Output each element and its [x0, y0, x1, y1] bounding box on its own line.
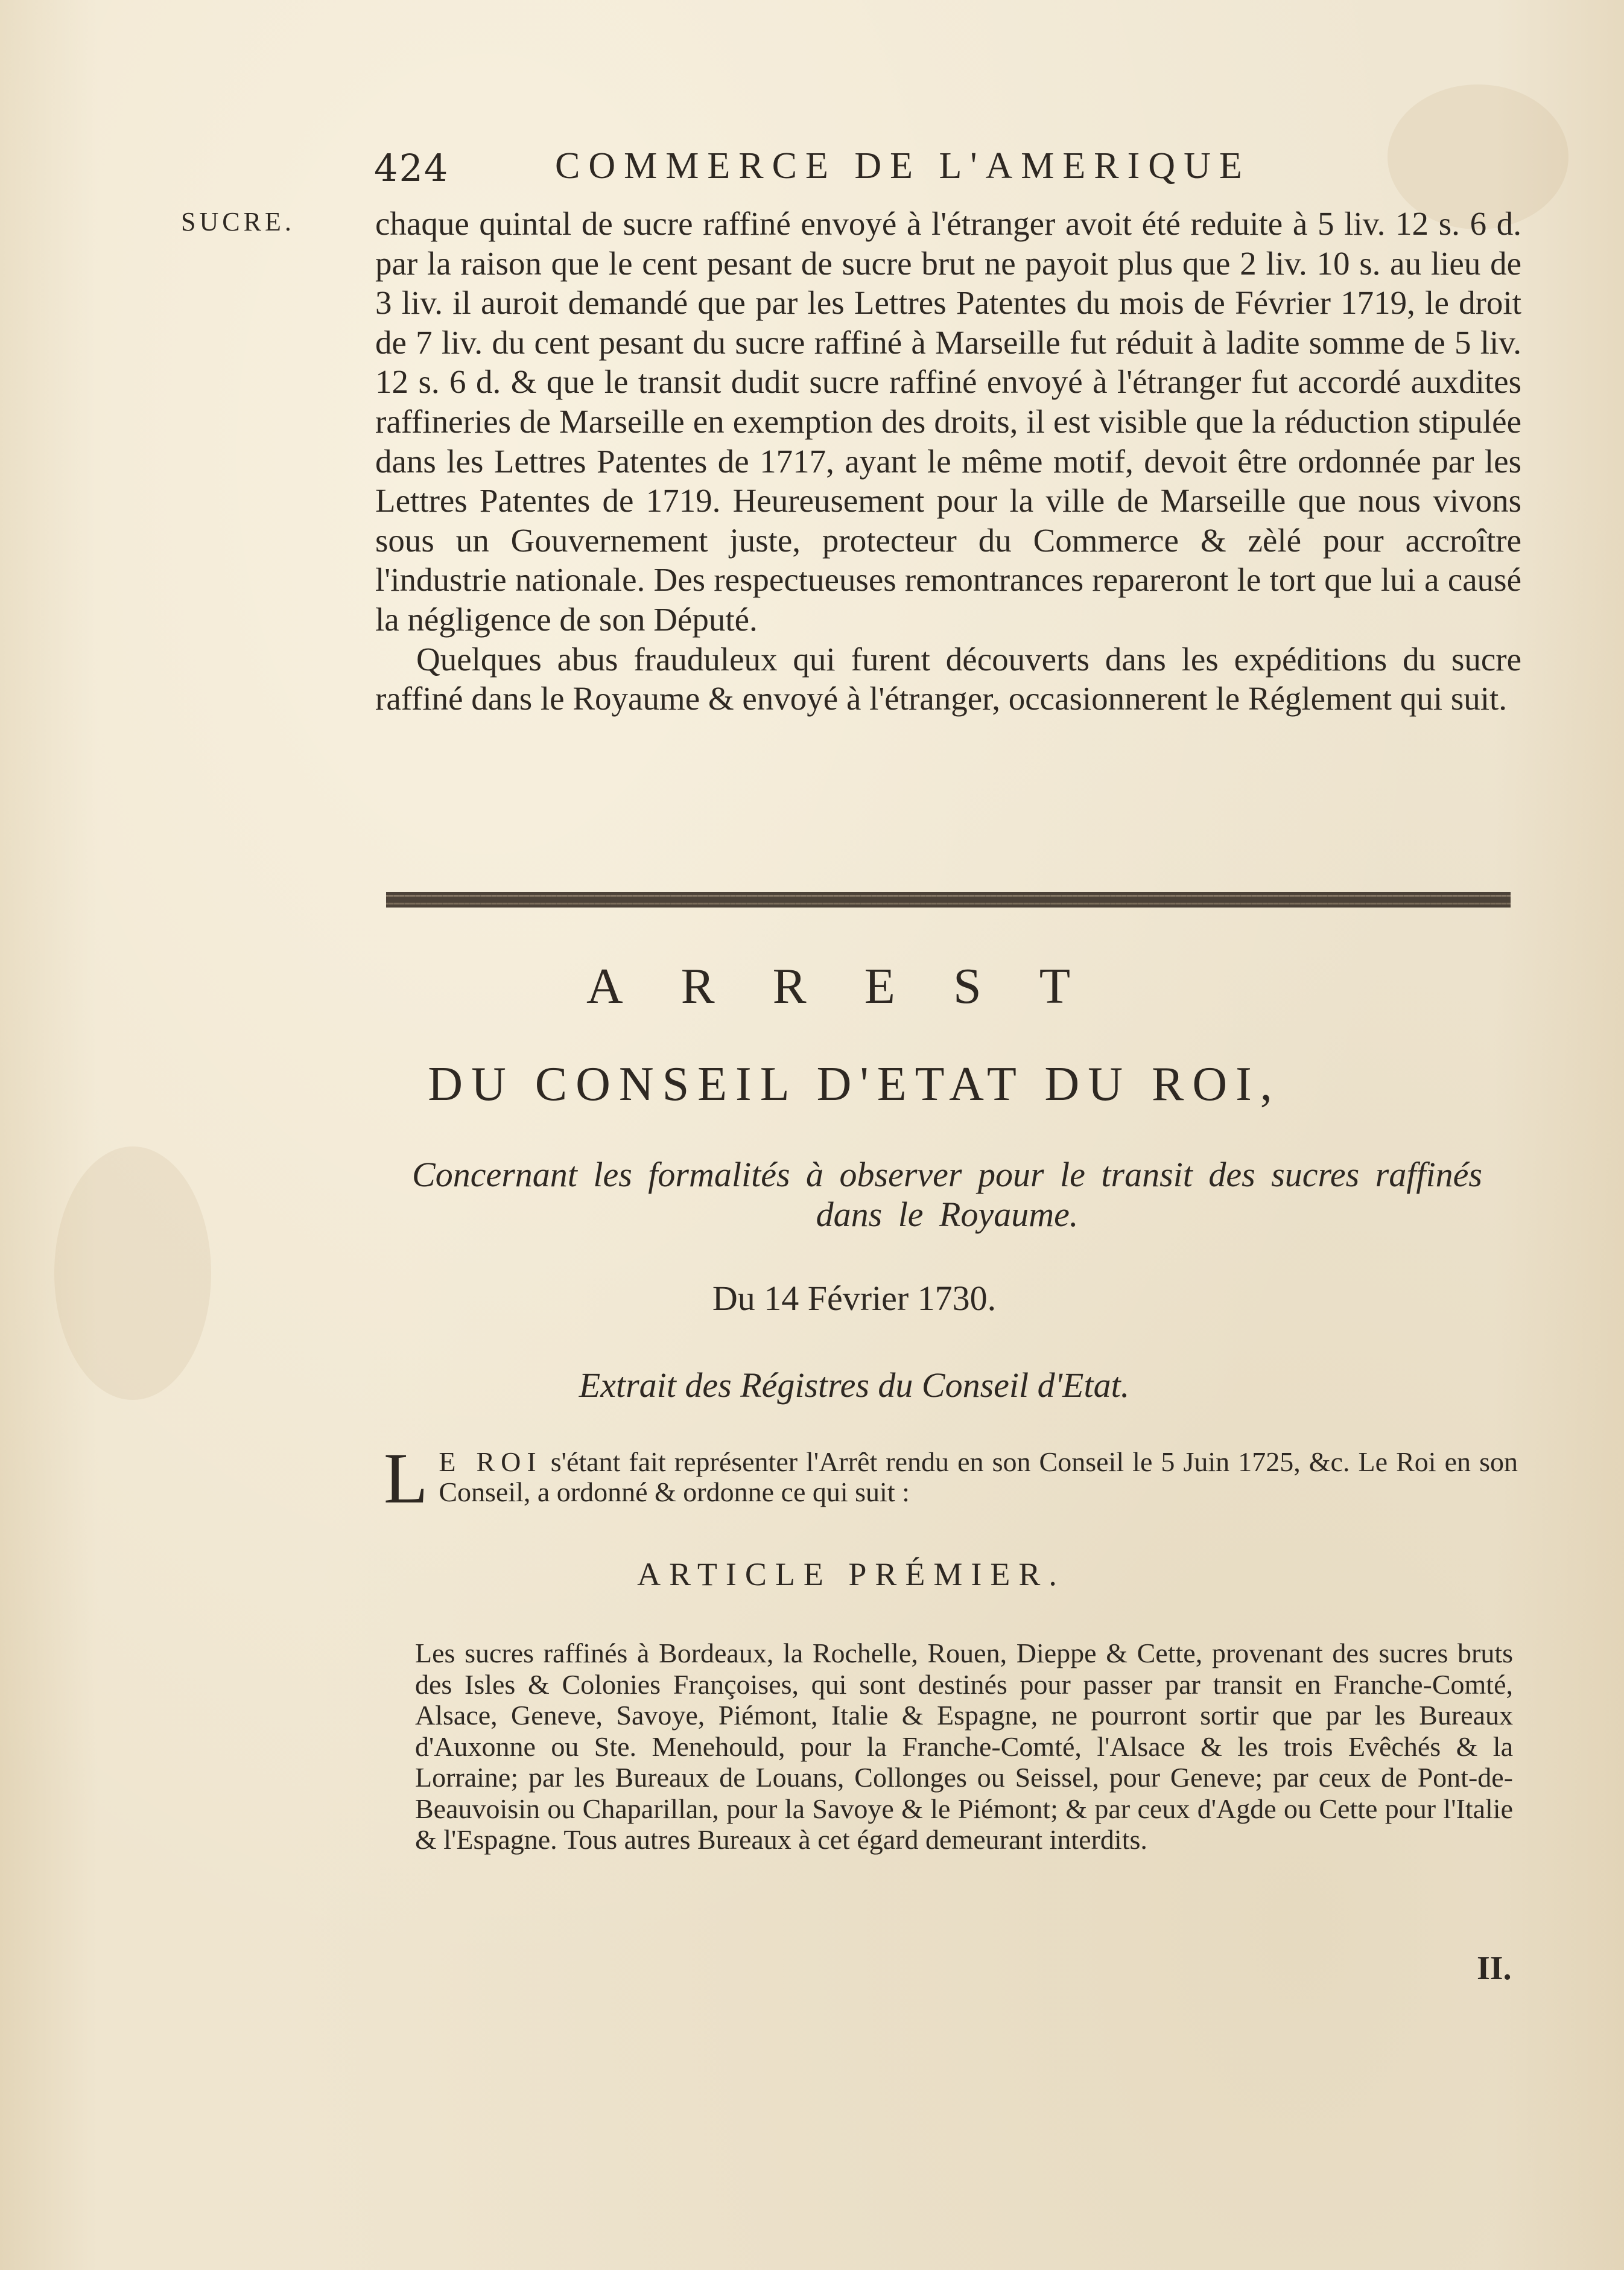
- arrest-subtitle: DU CONSEIL D'ETAT DU ROI,: [428, 1058, 1281, 1111]
- body-paragraph: Quelques abus frauduleux qui furent découverts dans les expéditions du sucre raffiné dans le Royaume & envoyé à l'étranger, occasionnerent le Réglement qui suit.: [375, 640, 1521, 717]
- arrest-extract: Extrait des Régistres du Conseil d'Etat.: [579, 1365, 1130, 1405]
- body-paragraph: chaque quintal de sucre raffiné envoyé à l'étranger avoit été reduite à 5 liv. 12 s. 6 d. par la raison que le cent pesant de sucre brut ne payoit plus que 2 liv. 10 s. au lieu de 3 liv. il auroit demandé que par les Lettres Patentes du mois de Février 1719, le droit de 7 liv. du cent pesant du sucre raffiné à Marseille fut réduit à ladite somme de 5 liv. 12 s. 6 d. & que le transit dudit sucre raffiné envoyé à l'étranger fut accordé auxdites raffineries de Marseille en exemption des droits, il est visible que la réduction stipulée dans les Lettres Patentes de 1717, ayant le même motif, devoit être ordonnée par les Lettres Patentes de 1719. Heureusement pour la ville de Marseille que nous vivons sous un Gouvernement juste, protecteur du Commerce & zèlé pour accroître l'industrie nationale. Des respectueuses remontrances repareront le tort que lui a causé la négligence de son Député.: [375, 205, 1521, 638]
- catchword: II.: [1477, 1950, 1512, 1987]
- decree-paragraph: [384, 1438, 1518, 1518]
- article-text: Les sucres raffinés à Bordeaux, la Rochelle, Rouen, Dieppe & Cette, provenant des sucres bruts des Isles & Colonies Françoises, qui sont destinés pour passer par transit en Franche-Comté, Alsace, Geneve, Savoye, Piémont, Italie & Espagne, ne pourront sortir que par les Bureaux d'Auxonne ou Ste. Menehould, pour la Franche-Comté, l'Alsace & les trois Evêchés & la Lorraine; par les Bureaux de Louans, Collonges ou Seissel, pour Geneve; par ceux de Pont-de-Beauvoisin ou Chaparillan, pour la Savoye & le Piémont; & par ceux d'Agde ou Cette pour l'Italie & l'Espagne. Tous autres Bureaux à cet égard demeurant interdits.: [415, 1638, 1513, 1855]
- decree-text: s'étant fait représenter l'Arrêt rendu en son Conseil le 5 Juin 1725, &c. Le Roi en son Conseil, a ordonné & ordonne ce qui suit :: [439, 1446, 1518, 1507]
- arrest-concerning: Concernant les formalités à observer pour le transit des sucres raffinés dans le Royaume.: [412, 1155, 1482, 1234]
- arrest-title: ARREST: [586, 958, 1129, 1014]
- decree-lead: E ROI: [439, 1446, 542, 1477]
- running-title: COMMERCE DE L'AMERIQUE: [555, 145, 1251, 186]
- body-text: [375, 204, 1521, 719]
- page-header: [374, 140, 1351, 200]
- page-number: 424: [374, 146, 449, 190]
- decree-text-block: [384, 1438, 1518, 1518]
- margin-note: SUCRE.: [181, 207, 295, 237]
- paper-stain: [54, 1146, 211, 1400]
- arrest-date: Du 14 Février 1730.: [712, 1279, 997, 1318]
- article-heading: ARTICLE PRÉMIER.: [637, 1556, 1065, 1592]
- drop-cap: L: [384, 1438, 428, 1518]
- ornamental-rule: [386, 892, 1511, 908]
